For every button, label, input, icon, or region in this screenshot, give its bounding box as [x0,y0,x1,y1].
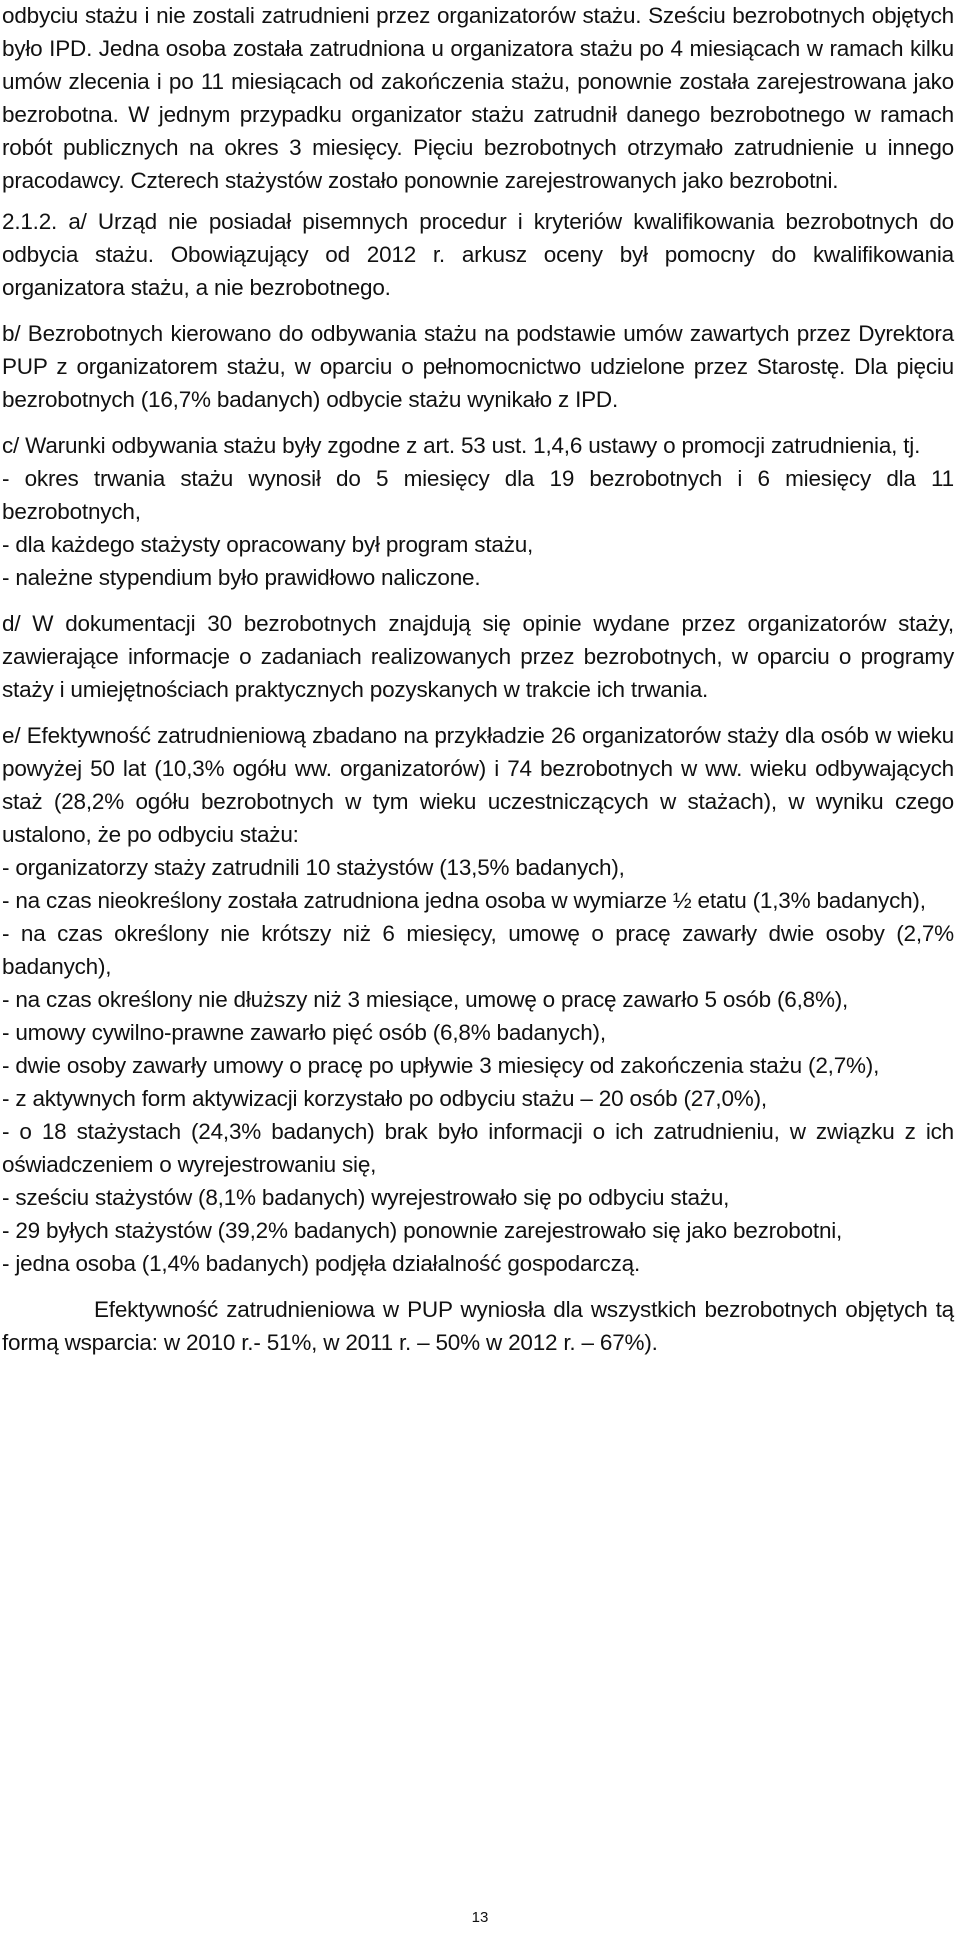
list-item: - z aktywnych form aktywizacji korzystało po odbyciu stażu – 20 osób (27,0%), [2,1086,767,1111]
page-number: 13 [471,1909,489,1926]
list-item: - na czas określony nie krótszy niż 6 miesięcy, umowę o pracę zawarły dwie osoby (2,7% badanych), [2,921,954,979]
list-item: - okres trwania stażu wynosił do 5 miesięcy dla 19 bezrobotnych i 6 miesięcy dla 11 bezrobotnych, [2,466,954,524]
list-item: - organizatorzy staży zatrudnili 10 stażystów (13,5% badanych), [2,855,625,880]
list-item: - jedna osoba (1,4% badanych) podjęła działalność gospodarczą. [2,1251,641,1276]
paragraph-summary: Efektywność zatrudnieniowa w PUP wyniosła dla wszystkich bezrobotnych objętych tą formą wsparcia: w 2010 r.- 51%, w 2011 r. – 50% w 2012 r. – 67%). [2,1297,954,1355]
list-item: - na czas nieokreślony została zatrudniona jedna osoba w wymiarze ½ etatu (1,3% badanych), [2,888,926,913]
paragraph-b: b/ Bezrobotnych kierowano do odbywania stażu na podstawie umów zawartych przez Dyrektora PUP z organizatorem stażu, w oparciu o pełnomocnictwo udzielone przez Starostę. Dla pięciu bezrobotnych (16,7% badanych) odbycie stażu wynikało z IPD. [2,321,954,412]
list-item: - dla każdego stażysty opracowany był program stażu, [2,532,534,557]
list-item: - 29 byłych stażystów (39,2% badanych) ponownie zarejestrowało się jako bezrobotni, [2,1218,843,1243]
list-item: - należne stypendium było prawidłowo naliczone. [2,565,481,590]
paragraph-c: c/ Warunki odbywania stażu były zgodne z art. 53 ust. 1,4,6 ustawy o promocji zatrudnienia, tj. [2,433,921,458]
document-body [2,0,954,1359]
list-item: - o 18 stażystach (24,3% badanych) brak było informacji o ich zatrudnieniu, w związku z ich oświadczeniem o wyrejestrowaniu się, [2,1119,954,1177]
paragraph-d: d/ W dokumentacji 30 bezrobotnych znajdują się opinie wydane przez organizatorów staży, zawierające informacje o zadaniach realizowanych przez bezrobotnych, w oparciu o programy staży i umiejętnościach praktycznych pozyskanych w trakcie ich trwania. [2,611,954,702]
paragraph-e: e/ Efektywność zatrudnieniową zbadano na przykładzie 26 organizatorów staży dla osób w wieku powyżej 50 lat (10,3% ogółu ww. organizatorów) i 74 bezrobotnych w ww. wieku odbywających staż (28,2% ogółu bezrobotnych w tym wieku uczestniczących w stażach), w wyniku czego ustalono, że po odbyciu stażu: [2,723,954,847]
paragraph-2-1-2-a: 2.1.2. a/ Urząd nie posiadał pisemnych procedur i kryteriów kwalifikowania bezrobotnych do odbycia stażu. Obowiązujący od 2012 r. arkusz oceny był pomocny do kwalifikowania organizatora stażu, a nie bezrobotnego. [2,209,954,300]
list-item: - dwie osoby zawarły umowy o pracę po upływie 3 miesięcy od zakończenia stażu (2,7%), [2,1053,880,1078]
list-item: - umowy cywilno-prawne zawarło pięć osób (6,8% badanych), [2,1020,606,1045]
list-item: - sześciu stażystów (8,1% badanych) wyrejestrowało się po odbyciu stażu, [2,1185,730,1210]
paragraph-intro: odbyciu stażu i nie zostali zatrudnieni przez organizatorów stażu. Sześciu bezrobotnych objętych było IPD. Jedna osoba została zatrudniona u organizatora stażu po 4 miesiącach w ramach kilku umów zlecenia i po 11 miesiącach od zakończenia stażu, ponownie została zarejestrowana jako bezrobotna. W jednym przypadku organizator stażu zatrudnił danego bezrobotnego w ramach robót publicznych na okres 3 miesięcy. Pięciu bezrobotnych otrzymało zatrudnienie u innego pracodawcy. Czterech stażystów zostało ponownie zarejestrowanych jako bezrobotni. [2,3,954,193]
list-item: - na czas określony nie dłuższy niż 3 miesiące, umowę o pracę zawarło 5 osób (6,8%), [2,987,849,1012]
